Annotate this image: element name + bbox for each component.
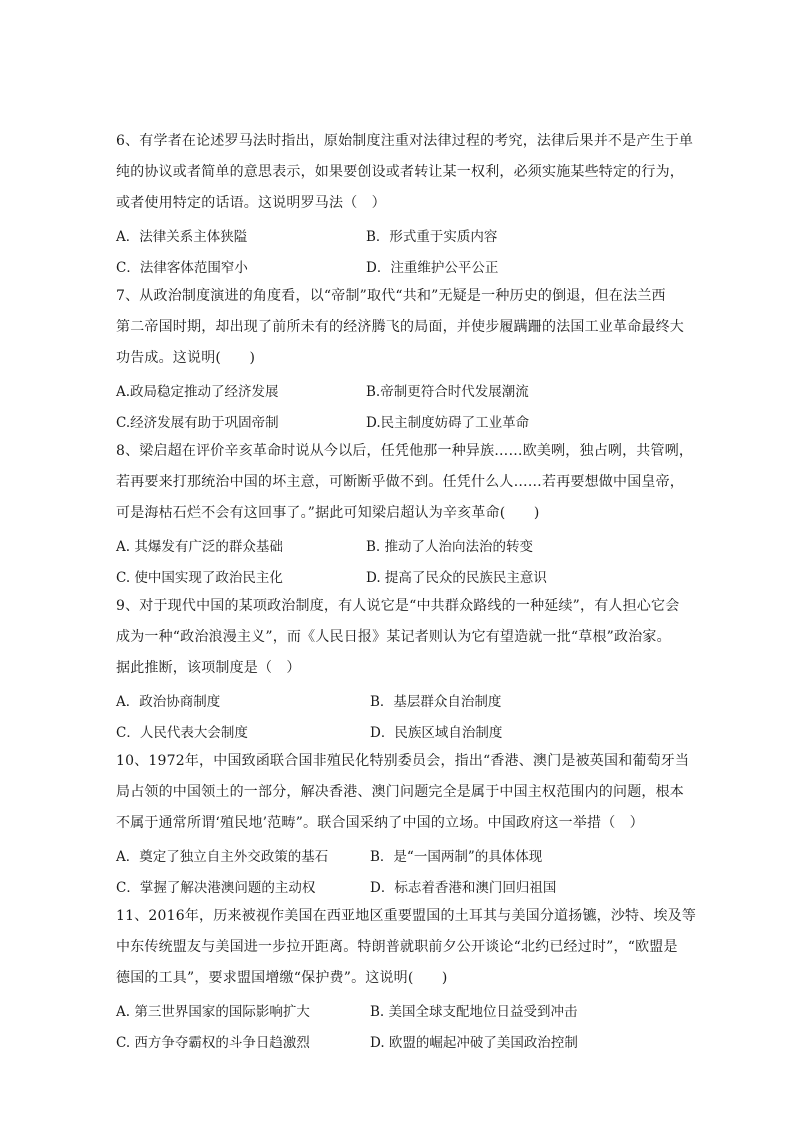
stem-line: 不属于通常所谓‘殖民地’范畴”。联合国采纳了中国的立场。中国政府这一举措（ ）: [116, 815, 644, 831]
option-row: [116, 560, 676, 591]
option-row: [116, 250, 676, 281]
stem-line: 第二帝国时期，却出现了前所未有的经济腾飞的局面，并使步履蹒跚的法国工业革命最终大: [116, 319, 684, 335]
options: [116, 219, 676, 281]
option-row: [116, 870, 676, 901]
option-row: [116, 529, 676, 560]
question-stem: [116, 746, 690, 839]
options: [116, 994, 676, 1056]
option-row: [116, 684, 676, 715]
option-b: B．基层群众自治制度: [370, 693, 502, 710]
option-a: A. 其爆发有广泛的群众基础: [116, 538, 283, 555]
options: [116, 529, 676, 591]
stem-line: 德国的工具”，要求盟国增缴“保护费”。这说明( ): [116, 970, 448, 986]
question-stem: [116, 126, 694, 219]
question-10: [116, 746, 690, 901]
options: [116, 684, 676, 746]
stem-line: 局占领的中国领土的一部分，解决香港、澳门问题完全是属于中国主权范围内的问题，根本: [116, 784, 684, 800]
option-b: B．是“一国两制”的具体体现: [370, 848, 543, 865]
stem-line: 中东传统盟友与美国进一步拉开距离。特朗普就职前夕公开谈论“北约已经过时”，“欧盟是: [116, 939, 678, 955]
option-d: D．标志着香港和澳门回归祖国: [370, 879, 557, 896]
option-c: C．人民代表大会制度: [116, 724, 248, 741]
question-6: [116, 126, 694, 281]
option-row: [116, 1025, 676, 1056]
option-d: D.民主制度妨碍了工业革命: [366, 414, 530, 431]
option-d: D. 欧盟的崛起冲破了美国政治控制: [370, 1034, 578, 1051]
option-b: B. 美国全球支配地位日益受到冲击: [370, 1003, 578, 1020]
stem-line: 功告成。这说明( ): [116, 350, 256, 366]
option-row: [116, 405, 676, 436]
options: [116, 374, 676, 436]
question-stem: [116, 436, 694, 529]
stem-line: 纯的协议或者简单的意思表示，如果要创设或者转让某一权利，必须实施某些特定的行为，: [116, 164, 684, 180]
stem-line: 据此推断，该项制度是（ ）: [116, 660, 301, 676]
stem-line: 7、从政治制度演进的角度看，以“帝制”取代“共和”无疑是一种历史的倒退，但在法兰西: [116, 288, 666, 304]
option-c: C.经济发展有助于巩固帝制: [116, 414, 279, 431]
option-b: B．形式重于实质内容: [366, 228, 498, 245]
stem-line: 8、梁启超在评价辛亥革命时说从今以后，任凭他那一种异族……欧美咧，独占咧，共管咧，: [116, 443, 694, 459]
option-row: [116, 374, 676, 405]
option-d: D．民族区域自治制度: [370, 724, 503, 741]
option-row: [116, 715, 676, 746]
option-a: A.政局稳定推动了经济发展: [116, 383, 279, 400]
options: [116, 839, 676, 901]
stem-line: 若再要来打那统治中国的坏主意，可断断乎做不到。任凭什么人……若再要想做中国皇帝，: [116, 474, 684, 490]
option-d: D. 提高了民众的民族民主意识: [366, 569, 547, 586]
question-stem: [116, 901, 697, 994]
question-11: [116, 901, 697, 1056]
option-c: C．法律客体范围窄小: [116, 259, 248, 276]
option-a: A．政治协商制度: [116, 693, 221, 710]
option-c: C. 西方争夺霸权的斗争日趋激烈: [116, 1034, 310, 1051]
option-b: B.帝制更符合时代发展潮流: [366, 383, 529, 400]
question-9: [116, 591, 680, 746]
option-row: [116, 839, 676, 870]
stem-line: 成为一种“政治浪漫主义”，而《人民日报》某记者则认为它有望造就一批“草根”政治家。: [116, 629, 671, 645]
option-c: C. 使中国实现了政治民主化: [116, 569, 283, 586]
option-a: A．法律关系主体狭隘: [116, 228, 248, 245]
question-8: [116, 436, 694, 591]
option-b: B. 推动了人治向法治的转变: [366, 538, 534, 555]
question-stem: [116, 591, 680, 684]
option-row: [116, 219, 676, 250]
stem-line: 或者使用特定的话语。这说明罗马法（ ）: [116, 195, 386, 211]
option-c: C．掌握了解决港澳问题的主动权: [116, 879, 316, 896]
stem-line: 11、2016年，历来被视作美国在西亚地区重要盟国的土耳其与美国分道扬镳，沙特、埃及等: [116, 908, 697, 924]
option-d: D．注重维护公平公正: [366, 259, 499, 276]
exam-page: [116, 126, 697, 1056]
option-row: [116, 994, 676, 1025]
stem-line: 6、有学者在论述罗马法时指出，原始制度注重对法律过程的考究，法律后果并不是产生于单: [116, 133, 694, 149]
question-stem: [116, 281, 684, 374]
stem-line: 9、对于现代中国的某项政治制度，有人说它是“中共群众路线的一种延续”，有人担心它会: [116, 598, 680, 614]
question-7: [116, 281, 684, 436]
stem-line: 10、1972年，中国致函联合国非殖民化特别委员会，指出“香港、澳门是被英国和葡萄牙当: [116, 753, 690, 769]
stem-line: 可是海枯石烂不会有这回事了。”据此可知梁启超认为辛亥革命( ): [116, 505, 540, 521]
option-a: A. 第三世界国家的国际影响扩大: [116, 1003, 310, 1020]
option-a: A．奠定了独立自主外交政策的基石: [116, 848, 329, 865]
